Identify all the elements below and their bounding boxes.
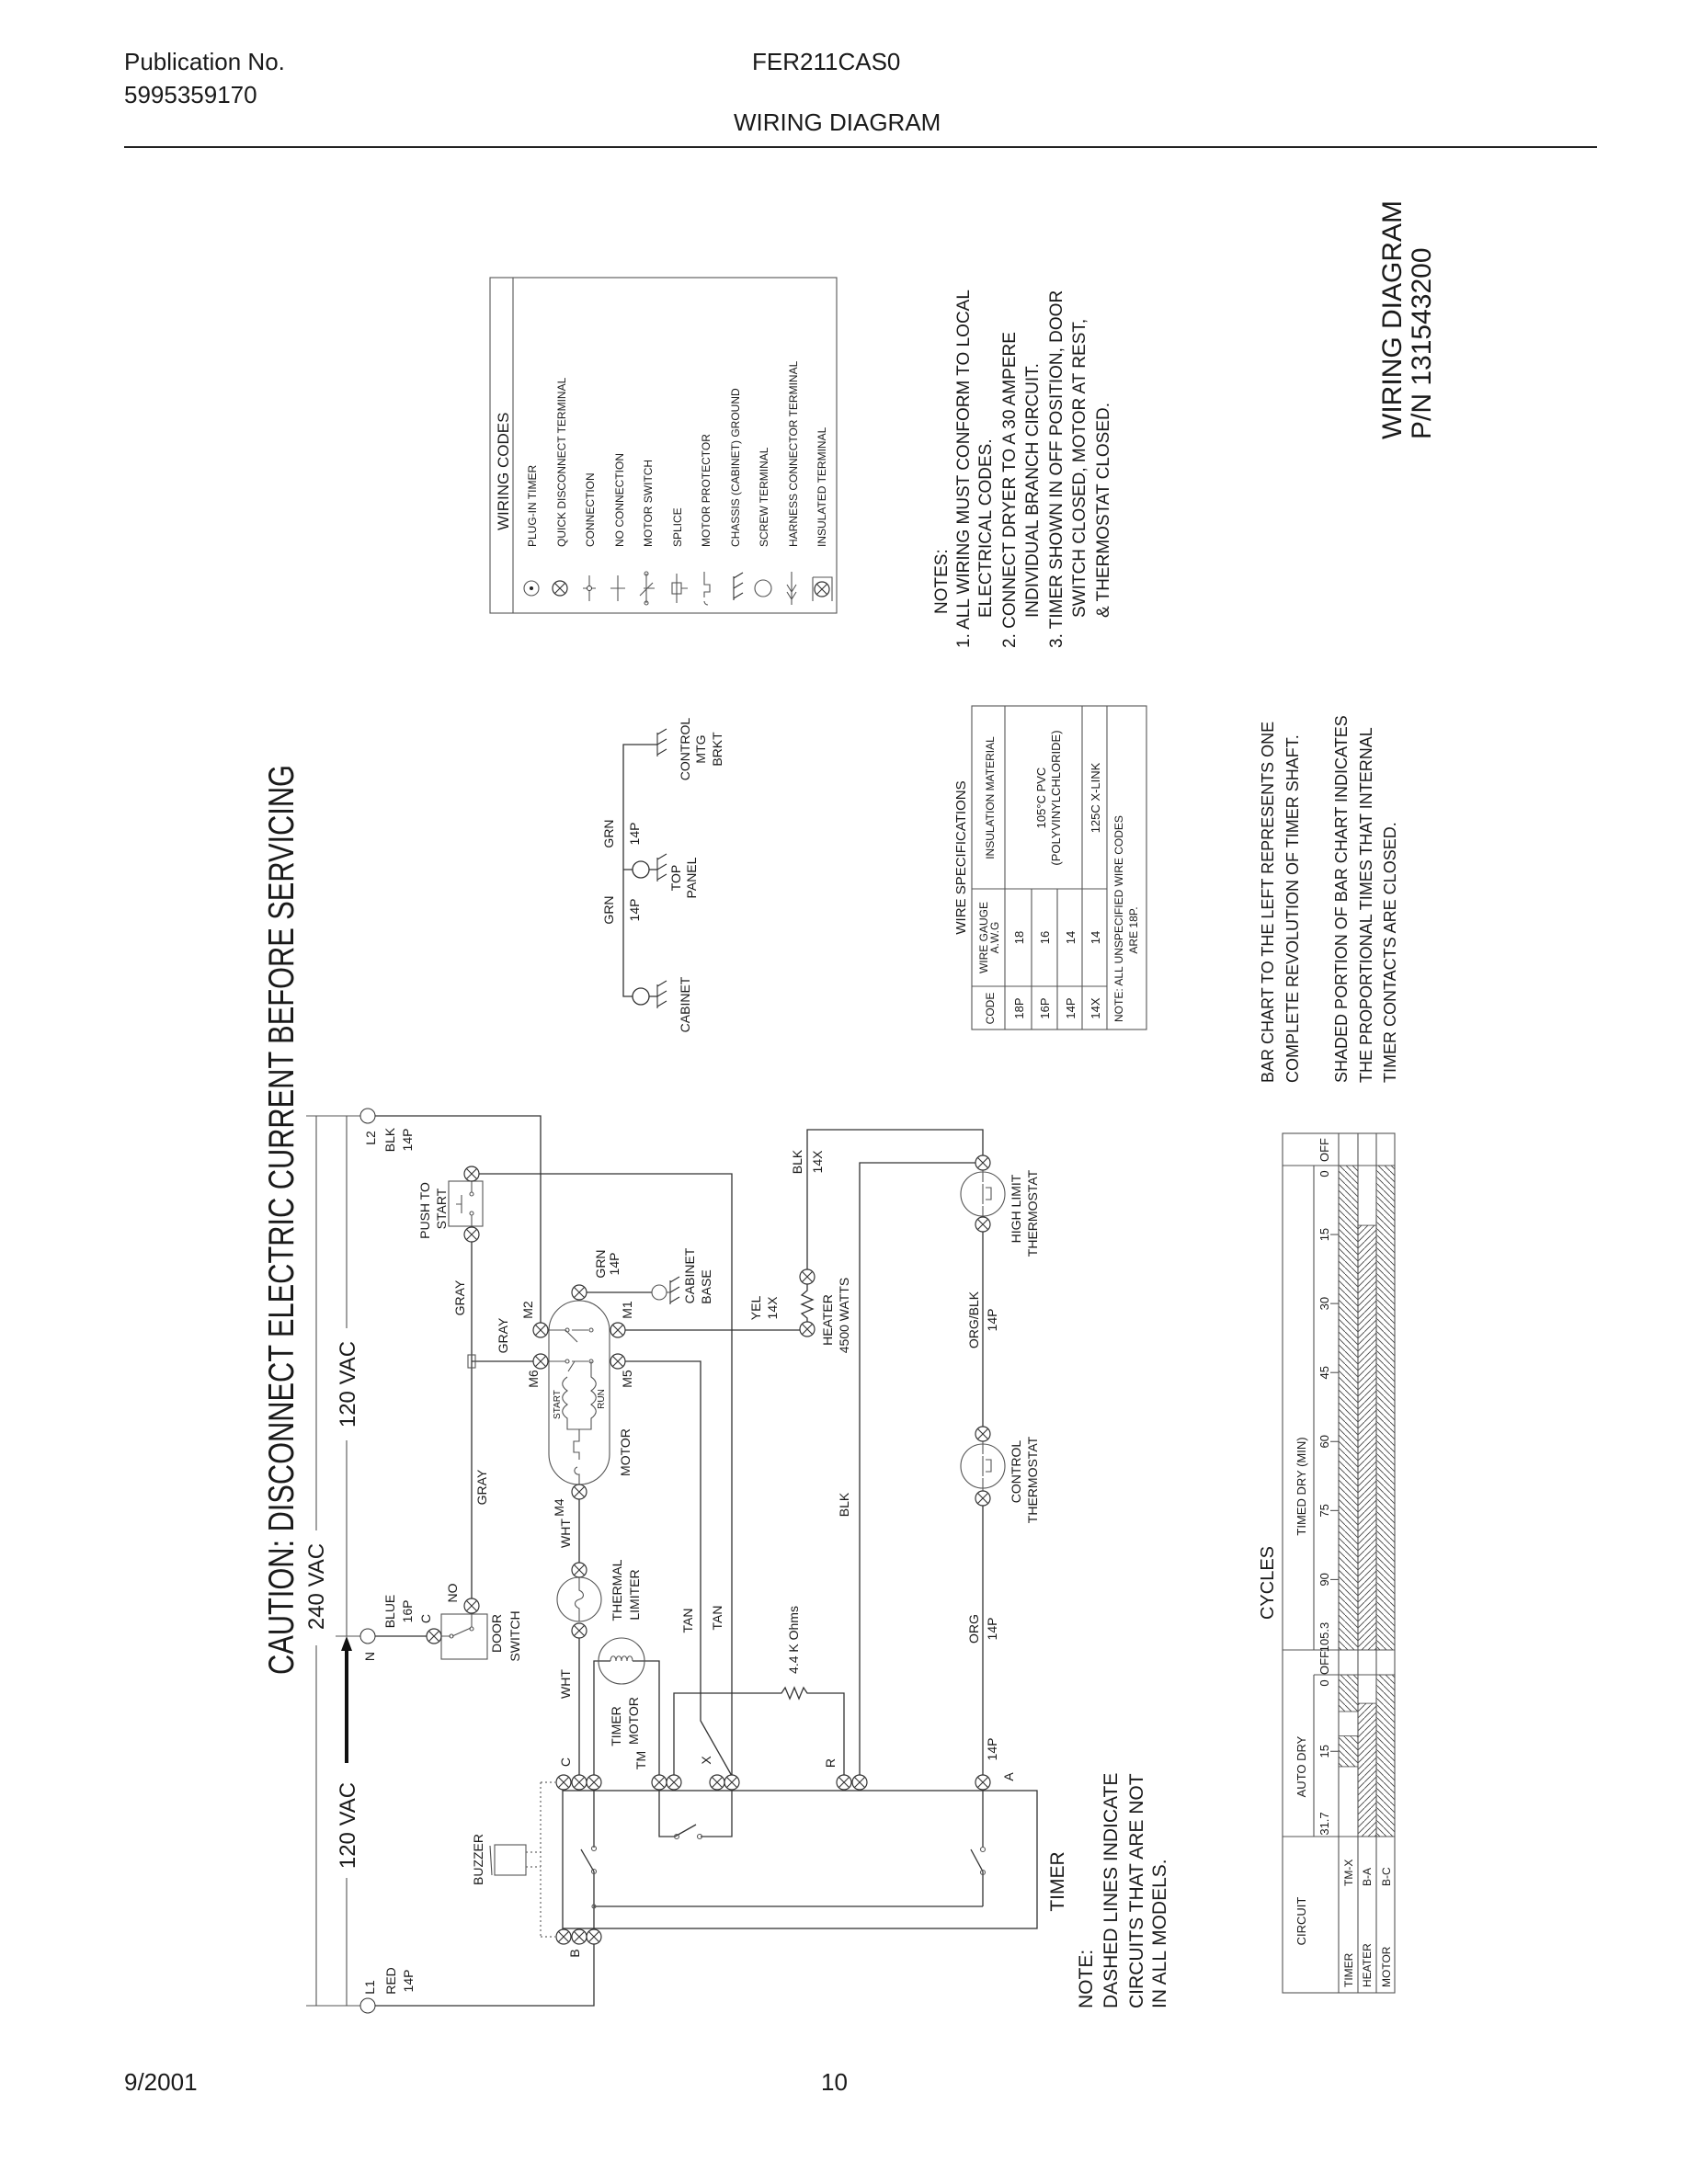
tick-label: 0: [1317, 1679, 1331, 1687]
screw-terminal-icon: [652, 1285, 667, 1300]
wire-color-label: RED: [383, 1967, 398, 1995]
quick-disconnect-icon: [975, 1427, 990, 1441]
timer-label: TIMER: [1047, 1851, 1068, 1912]
terminal-label: L2: [363, 1131, 378, 1145]
motor-protector-icon: [704, 572, 710, 605]
harness-connector-icon: [787, 572, 796, 605]
off-label: OFF: [1317, 1651, 1331, 1675]
off-label: OFF: [1317, 1138, 1331, 1162]
cycle-header-auto: AUTO DRY: [1295, 1735, 1308, 1798]
quick-disconnect-icon: [975, 1155, 990, 1170]
notes-title: NOTES:: [932, 549, 952, 614]
tick-label: 31.7: [1317, 1812, 1331, 1836]
component-label: THERMOSTAT: [1025, 1169, 1040, 1257]
cycle-header-timed: TIMED DRY (MIN): [1295, 1437, 1308, 1536]
component-label: LIMITER: [627, 1569, 642, 1621]
wire-gauge-label: 14P: [985, 1737, 999, 1761]
timer-terminal: [852, 1775, 867, 1790]
circuit-name: TIMER: [1342, 1952, 1355, 1987]
terminal-label: C: [558, 1757, 573, 1768]
wire-color-label: BLUE: [382, 1594, 397, 1629]
winding-label: START: [553, 1390, 563, 1419]
heater-element: [802, 1284, 813, 1322]
voltage-label-240: 240 VAC: [304, 1542, 329, 1631]
closed-interval-bar: [1339, 1166, 1358, 1650]
resistor-label: 4.4 K Ohms: [786, 1606, 801, 1674]
wire-color-label: TAN: [710, 1605, 724, 1631]
table-cell-insulation: 125C X-LINK: [1089, 762, 1102, 834]
note-line: & THERMOSTAT CLOSED.: [1094, 402, 1113, 618]
component-label: THERMAL: [610, 1559, 624, 1621]
control-bracket-label: CONTROL: [678, 717, 692, 781]
note-line: SWITCH CLOSED, MOTOR AT REST,: [1070, 318, 1089, 618]
screw-terminal-icon: [755, 580, 771, 597]
component-label: THERMOSTAT: [1025, 1436, 1040, 1524]
top-panel-label: TOP: [668, 864, 683, 892]
terminal-grn: [572, 1285, 587, 1300]
wire-specs-title: WIRE SPECIFICATIONS: [953, 780, 969, 935]
legend-item-label: CHASSIS (CABINET) GROUND: [729, 388, 742, 547]
wire-specs-note: ARE 18P.: [1127, 906, 1140, 954]
footer-page-number: 10: [821, 2068, 848, 2096]
timer-terminal: [975, 1775, 990, 1790]
schematic: [304, 1109, 1068, 2013]
plug-in-timer-icon: [524, 581, 539, 596]
buzzer: [495, 1845, 526, 1875]
column-header-gauge: WIRE GAUGE: [977, 901, 990, 974]
quick-disconnect-icon: [427, 1629, 441, 1644]
voltage-label-120: 120 VAC: [336, 1340, 360, 1428]
closed-interval-bar: [1376, 1675, 1395, 1837]
dashed-lines-note: [1076, 1773, 1170, 2008]
wire-gauge-label: 14P: [627, 898, 642, 922]
terminal-label: R: [823, 1757, 838, 1769]
wire-color-label: GRN: [593, 1249, 608, 1279]
terminal-label: M4: [552, 1498, 566, 1517]
legend-item-label: HARNESS CONNECTOR TERMINAL: [787, 360, 800, 547]
push-to-start-switch: [449, 1181, 483, 1226]
circuit-name: HEATER: [1361, 1943, 1374, 1987]
legend-item-label: QUICK DISCONNECT TERMINAL: [555, 377, 568, 547]
component-label: PUSH TO: [417, 1182, 432, 1239]
wire-m5-tan: [625, 1361, 732, 1776]
wire-color-label: ORG/BLK: [966, 1291, 981, 1349]
ground-icon: [657, 729, 667, 756]
wire-color-label: GRAY: [474, 1469, 489, 1506]
note-line: SHADED PORTION OF BAR CHART INDICATES: [1332, 715, 1351, 1083]
component-label: HIGH LIMIT: [1009, 1174, 1023, 1244]
component-label: 4500 WATTS: [837, 1277, 851, 1354]
component-label: HEATER: [820, 1294, 835, 1346]
terminal-label: L1: [362, 1980, 377, 1995]
ground-icon: [734, 573, 743, 600]
closed-interval-bar: [1339, 1736, 1358, 1767]
table-cell-gauge: 18: [1012, 930, 1026, 945]
wire-heater-blk: [807, 1130, 983, 1269]
tick-label: 30: [1317, 1296, 1331, 1311]
terminal-label: M5: [620, 1370, 634, 1388]
screw-terminal-icon: [633, 988, 649, 1005]
cabinet-label: CABINET: [678, 976, 692, 1033]
table-cell-code: 14X: [1089, 997, 1102, 1019]
component-label: BASE: [699, 1269, 713, 1304]
control-bracket-label: BRKT: [710, 732, 724, 767]
table-cell-gauge: 16: [1038, 930, 1052, 945]
terminal-m2: [533, 1323, 548, 1337]
component-label: MOTOR: [626, 1697, 641, 1745]
wire-gauge-label: 14P: [607, 1252, 622, 1276]
component-label: BUZZER: [471, 1834, 485, 1885]
table-cell-gauge: 14: [1089, 930, 1102, 945]
legend-item-label: NO CONNECTION: [613, 453, 626, 547]
note-line: IN ALL MODELS.: [1149, 1859, 1170, 2008]
wire-specifications-table: [953, 706, 1146, 1029]
terminal-label: B: [567, 1949, 582, 1958]
terminal-label: A: [1001, 1772, 1016, 1781]
note-line: TIMER CONTACTS ARE CLOSED.: [1381, 822, 1399, 1083]
timer-terminal: [652, 1775, 667, 1790]
ground-icon: [657, 981, 667, 1008]
ground-diagram: [601, 718, 724, 1033]
note-line: NOTE:: [1076, 1949, 1097, 2008]
tick-label: 0: [1317, 1170, 1331, 1177]
motor-protector-icon: [574, 1429, 579, 1484]
tick-label: 75: [1317, 1504, 1331, 1518]
quick-disconnect-icon: [464, 1227, 479, 1242]
winding-label: RUN: [597, 1389, 607, 1409]
component-label: DOOR: [489, 1614, 504, 1653]
table-cell-code: 14P: [1064, 997, 1078, 1019]
note-line: COMPLETE REVOLUTION OF TIMER SHAFT.: [1283, 734, 1302, 1083]
terminal-label: M2: [520, 1301, 535, 1319]
wire-color-label: BLK: [382, 1127, 397, 1153]
timer-terminal: [587, 1775, 601, 1790]
component-label: START: [434, 1188, 449, 1230]
component-label: TIMER: [609, 1706, 623, 1746]
circuit-header: CIRCUIT: [1295, 1896, 1308, 1946]
table-cell-insulation: 105°C PVC: [1034, 767, 1048, 829]
legend-item-label: MOTOR SWITCH: [642, 459, 655, 547]
legend-item-label: SPLICE: [671, 507, 684, 547]
note-line: ELECTRICAL CODES.: [976, 438, 996, 618]
terminal-label: C: [418, 1613, 433, 1624]
wire-color-label: GRAY: [452, 1280, 467, 1316]
timer-terminal: [572, 1775, 587, 1790]
wire-gauge-label: 16P: [400, 1599, 415, 1623]
column-header-code: CODE: [984, 992, 997, 1025]
wire-color-label: YEL: [748, 1295, 763, 1321]
table-cell-code: 16P: [1038, 997, 1052, 1019]
ground-icon: [657, 854, 667, 882]
terminal-n: [360, 1629, 375, 1644]
circuit-contacts: B-A: [1361, 1867, 1374, 1886]
wire-gauge-label: 14X: [810, 1150, 825, 1174]
wire-color-label: GRN: [601, 819, 616, 848]
wire-blk: [860, 1163, 975, 1775]
wire-color-label: ORG: [966, 1614, 981, 1644]
terminal-l1: [360, 1998, 375, 2013]
chart-title: CYCLES: [1258, 1545, 1278, 1621]
circuit-contacts: B-C: [1380, 1867, 1393, 1886]
quick-disconnect-icon: [464, 1598, 479, 1613]
wire-specs-note: NOTE: ALL UNSPECIFIED WIRE CODES: [1112, 815, 1125, 1022]
voltage-label-120: 120 VAC: [336, 1781, 360, 1870]
screw-terminal-icon: [633, 861, 649, 878]
terminal-m4: [572, 1484, 587, 1499]
terminal-heater: [800, 1322, 815, 1337]
column-header-gauge-unit: A.W.G: [988, 921, 1001, 954]
wire-gauge-label: 14X: [765, 1296, 780, 1320]
wire-color-label: TAN: [680, 1608, 695, 1633]
wire-gray: [472, 1242, 533, 1598]
timer-terminal: [572, 1929, 587, 1944]
wire-gauge-label: 14P: [627, 822, 642, 846]
caution-heading: CAUTION: DISCONNECT ELECTRIC CURRENT BEFORE SERVICING: [262, 521, 302, 1675]
circuit-contacts: TM-X: [1342, 1859, 1355, 1886]
motor-windings: [563, 1361, 597, 1429]
no-connection-icon: [610, 575, 625, 601]
timer-terminal: [724, 1775, 739, 1790]
terminal-label: N: [362, 1651, 377, 1662]
note-line: CIRCUITS THAT ARE NOT: [1126, 1773, 1147, 2008]
timer-terminal: [837, 1775, 851, 1790]
publication-label: Publication No.: [124, 48, 285, 75]
connection-icon: [583, 575, 596, 601]
circuit-name: MOTOR: [1380, 1946, 1393, 1987]
footer-date: 9/2001: [124, 2068, 198, 2096]
motor-switch-icon: [640, 572, 655, 605]
tick-label: 15: [1317, 1227, 1331, 1242]
wire-gauge-label: 14P: [400, 1128, 415, 1152]
component-label: MOTOR: [618, 1428, 633, 1476]
closed-interval-bar: [1358, 1225, 1376, 1650]
tick-label: 105.3: [1317, 1621, 1331, 1653]
terminal-m5: [610, 1354, 625, 1369]
publication-number: 5995359170: [124, 81, 257, 108]
table-cell-gauge: 14: [1064, 930, 1078, 945]
quick-disconnect-icon: [464, 1166, 479, 1181]
note-line: 2. CONNECT DRYER TO A 30 AMPERE: [1000, 332, 1020, 648]
terminal-label: M6: [526, 1370, 541, 1388]
wire-color-label: GRAY: [496, 1317, 510, 1354]
wire-color-label: BLK: [837, 1492, 851, 1518]
terminal-m6: [533, 1354, 548, 1369]
table-cell-insulation: (POLYVINYLCHLORIDE): [1049, 730, 1063, 866]
quick-disconnect-icon: [553, 581, 567, 596]
note-line: BAR CHART TO THE LEFT REPRESENTS ONE: [1259, 721, 1277, 1083]
quick-disconnect-icon: [975, 1491, 990, 1506]
timer-cycles-chart: [1258, 1133, 1395, 1993]
table-cell-code: 18P: [1012, 997, 1026, 1019]
timer-terminal: [556, 1775, 571, 1790]
component-label: CONTROL: [1009, 1439, 1023, 1504]
wire-color-label: WHT: [558, 1669, 573, 1699]
arrow-head-icon: [341, 1636, 352, 1651]
timer-terminal: [710, 1775, 724, 1790]
timer-terminal: [556, 1929, 571, 1944]
terminal-m1: [610, 1323, 625, 1337]
component-label: CABINET: [682, 1247, 697, 1304]
note-line: 1. ALL WIRING MUST CONFORM TO LOCAL: [954, 290, 974, 648]
terminal-label: X: [699, 1756, 713, 1765]
wire-color-label: GRN: [601, 895, 616, 925]
splice-icon: [672, 574, 688, 603]
note-line: DASHED LINES INDICATE: [1101, 1772, 1122, 2008]
closed-interval-bar: [1376, 1166, 1395, 1650]
top-panel-label: PANEL: [684, 857, 699, 899]
quick-disconnect-icon: [975, 1217, 990, 1232]
legend-item-label: INSULATED TERMINAL: [815, 427, 828, 547]
general-notes: [932, 290, 1113, 648]
ground-icon: [670, 1277, 679, 1304]
tick-label: 90: [1317, 1573, 1331, 1587]
legend-item-label: PLUG-IN TIMER: [526, 464, 539, 547]
insulated-terminal-icon: [813, 577, 832, 601]
quick-disconnect-icon: [572, 1563, 587, 1577]
column-header-insulation: INSULATION MATERIAL: [984, 736, 997, 859]
tick-label: 60: [1317, 1435, 1331, 1449]
wiring-codes-title: WIRING CODES: [495, 412, 512, 530]
timer-terminal: [587, 1929, 601, 1944]
note-line: INDIVIDUAL BRANCH CIRCUIT.: [1023, 363, 1043, 618]
terminal-l2: [360, 1109, 375, 1123]
terminal-heater: [800, 1269, 815, 1284]
component-label: SWITCH: [508, 1610, 522, 1662]
note-line: THE PROPORTIONAL TIMES THAT INTERNAL: [1357, 727, 1375, 1083]
wire-color-label: BLK: [790, 1149, 804, 1175]
legend-item-label: MOTOR PROTECTOR: [700, 434, 713, 547]
closed-interval-bar: [1358, 1703, 1376, 1837]
terminal-label: M1: [620, 1301, 634, 1319]
diagram-title: WIRING DIAGRAM: [1377, 200, 1408, 439]
tick-label: 15: [1317, 1745, 1331, 1758]
timer-terminal: [667, 1775, 681, 1790]
note-line: 3. TIMER SHOWN IN OFF POSITION, DOOR: [1047, 290, 1066, 648]
model-number: FER211CAS0: [752, 48, 901, 75]
legend-item-label: CONNECTION: [584, 472, 597, 547]
wire-gauge-label: 14P: [401, 1969, 416, 1993]
legend-item-label: SCREW TERMINAL: [758, 447, 770, 547]
wire-gauge-label: 14P: [985, 1308, 999, 1332]
quick-disconnect-icon: [572, 1623, 587, 1638]
timer-block: [563, 1791, 1037, 1928]
tick-label: 45: [1317, 1365, 1331, 1380]
wire-color-label: WHT: [558, 1519, 573, 1548]
closed-interval-bar: [1339, 1675, 1358, 1712]
page-title: WIRING DIAGRAM: [734, 108, 941, 136]
terminal-label: TM: [633, 1750, 648, 1770]
terminal-label: NO: [445, 1583, 460, 1603]
wire-gauge-label: 14P: [985, 1617, 999, 1641]
control-bracket-label: MTG: [693, 734, 708, 764]
part-number: P/N 131543200: [1407, 247, 1437, 439]
bar-chart-note: [1259, 715, 1399, 1083]
wiring-codes-legend: [490, 278, 837, 613]
